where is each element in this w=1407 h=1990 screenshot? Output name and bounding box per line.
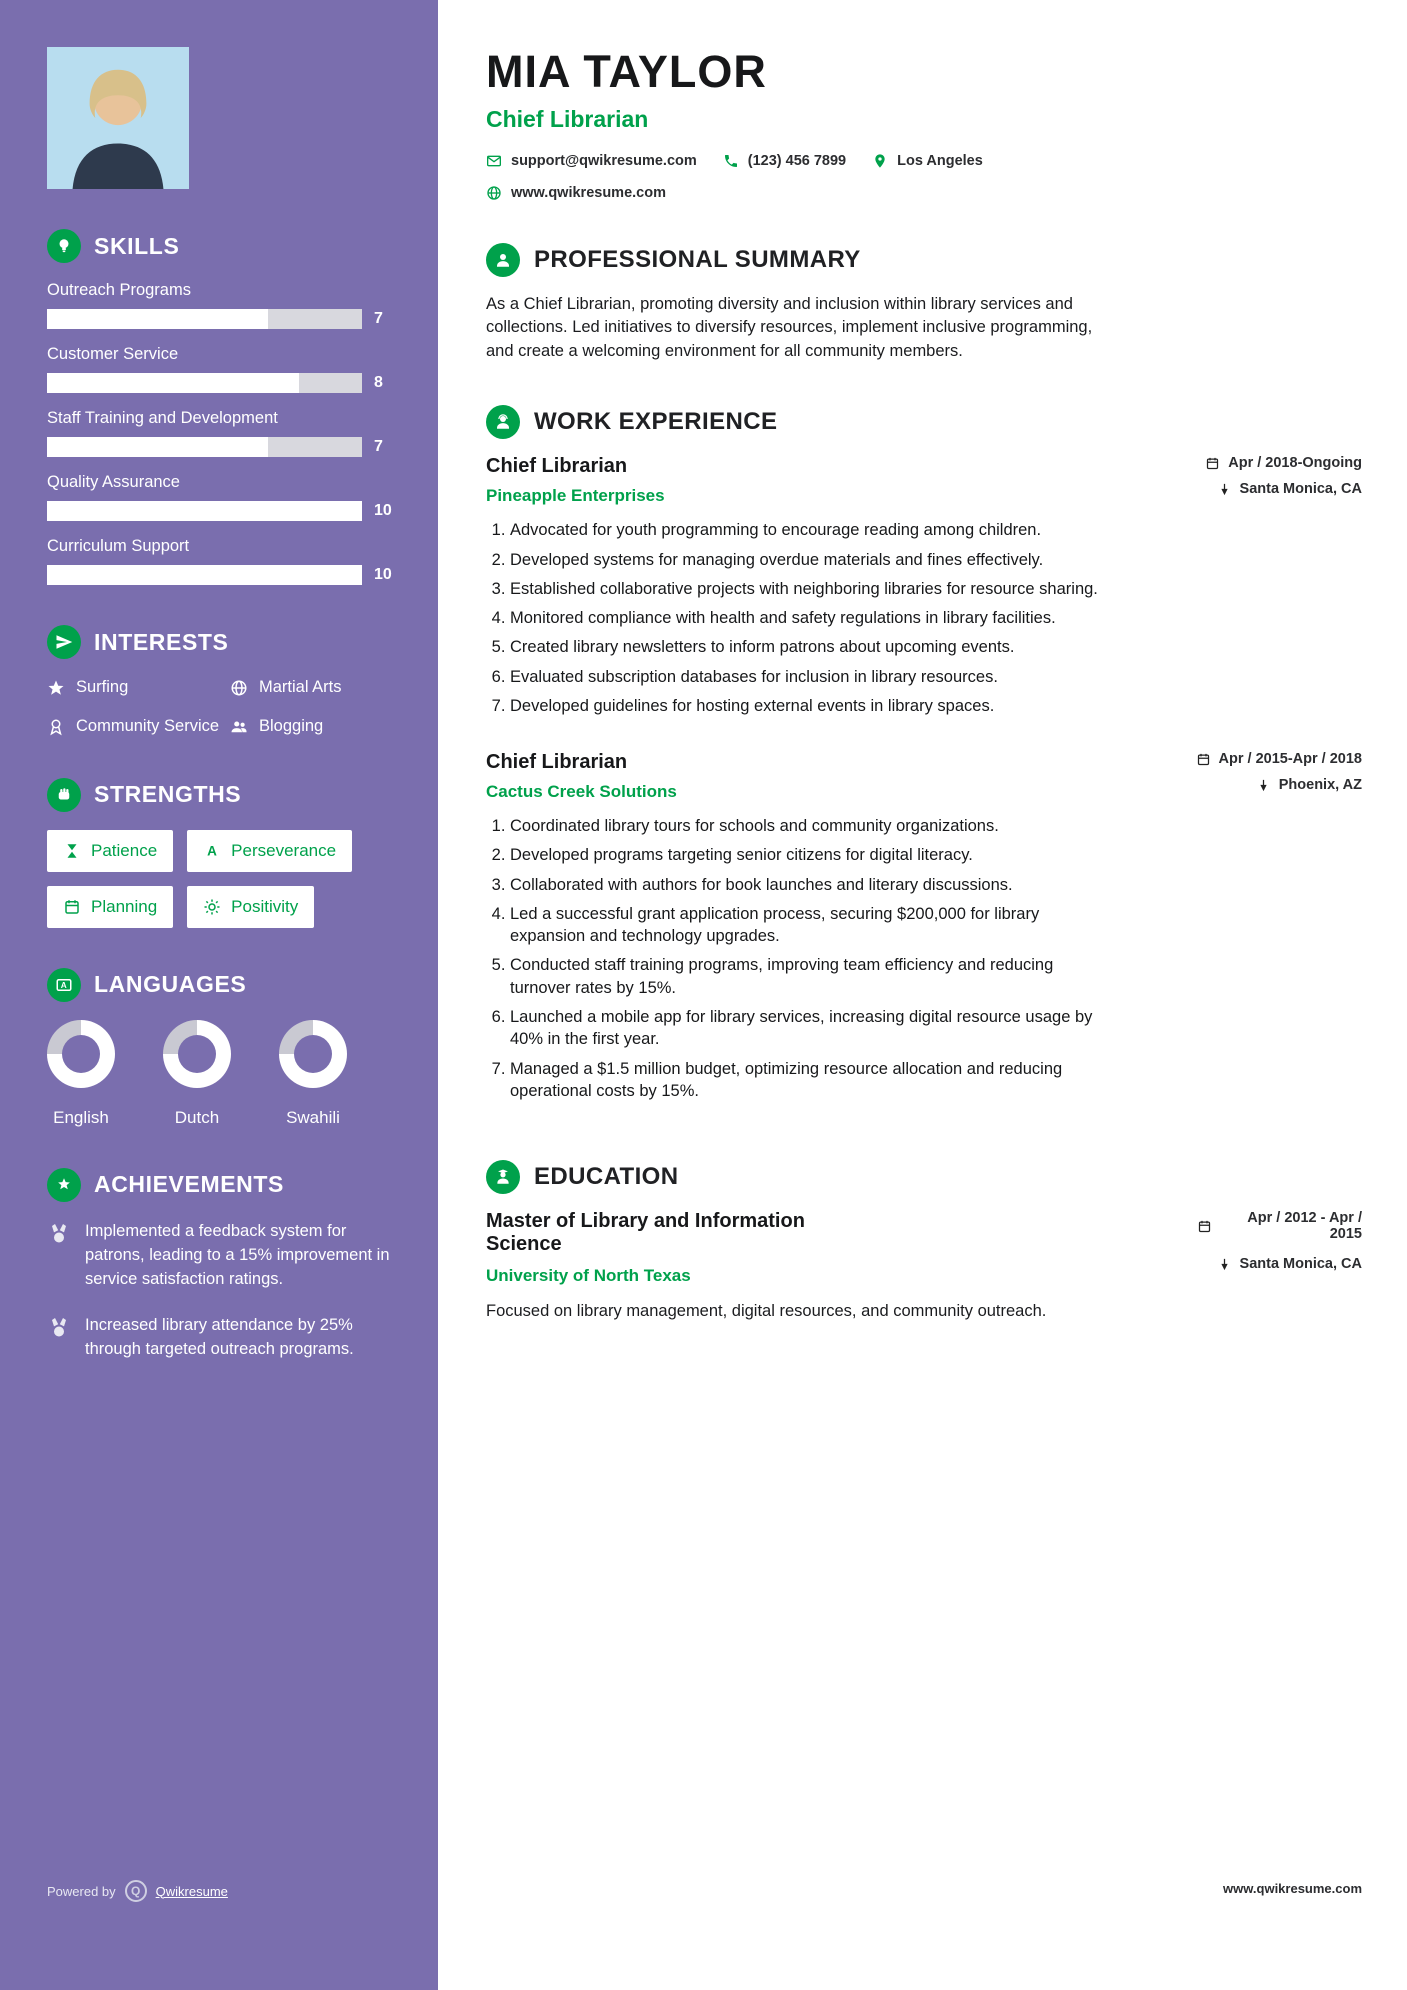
skill-bar (47, 309, 362, 329)
calendar-icon (1196, 752, 1211, 767)
medal-icon (47, 1222, 71, 1246)
language-label: English (53, 1107, 109, 1127)
location-contact (872, 153, 983, 169)
globe-icon (230, 679, 248, 697)
job-company: Cactus Creek Solutions (486, 782, 677, 802)
skill-item (47, 409, 406, 457)
job-entry (486, 455, 1362, 717)
job-bullet: 5. Conducted staff training programs, improving team efficiency and reducing turnover rates by 15%. (510, 954, 1106, 999)
interest-item (230, 677, 406, 698)
skill-item (47, 281, 406, 329)
map-pin-icon (1217, 1257, 1232, 1272)
fist-icon (47, 778, 81, 812)
qwikresume-brand-link[interactable]: Qwikresume (155, 1883, 228, 1899)
job-role: Chief Librarian (486, 455, 628, 478)
strength-item (47, 830, 173, 872)
language-label: Dutch (174, 1107, 220, 1127)
education-location-text: Santa Monica, CA (1239, 1256, 1362, 1273)
languages-heading (47, 968, 406, 1002)
skill-value: 10 (374, 566, 392, 583)
strength-label: Patience (91, 840, 158, 860)
website-row (486, 185, 1362, 201)
skills-title: SKILLS (94, 232, 180, 259)
map-pin-icon (1217, 482, 1232, 497)
svg-text:A: A (60, 980, 68, 990)
language-item (163, 1020, 231, 1128)
globe-icon (486, 185, 502, 201)
achievement-text: Increased library attendance by 25% through targeted outreach programs. (85, 1315, 354, 1358)
summary-text: As a Chief Librarian, promoting diversity and inclusion within library services and collections. Led initiatives to diversify resources, implement inclusive programming, and create a welcoming environment for all community members. (486, 295, 1093, 360)
job-bullets (486, 815, 1106, 1102)
interest-label: Community Service (76, 717, 220, 736)
job-bullet: 2. Developed programs targeting senior citizens for digital literacy. (510, 844, 1106, 866)
job-bullet: 6. Launched a mobile app for library services, increasing digital resource usage by 40% in the first year. (510, 1006, 1106, 1051)
job-dates-text: Apr / 2018-Ongoing (1228, 455, 1362, 472)
email-icon (486, 153, 502, 169)
skill-item (47, 345, 406, 393)
job-location (1205, 481, 1362, 497)
strengths-heading (47, 778, 406, 812)
interest-item (230, 716, 406, 737)
avatar (47, 47, 189, 189)
contact-row (486, 153, 1362, 169)
skill-bar (47, 565, 362, 585)
website-text: www.qwikresume.com (511, 185, 666, 201)
powered-by-label: Powered by (47, 1883, 116, 1899)
skill-value: 8 (374, 374, 383, 391)
translate-icon (47, 968, 81, 1002)
calendar-icon (1197, 1219, 1212, 1234)
interest-item (47, 677, 222, 698)
job-dates (1205, 455, 1362, 471)
strength-item (47, 886, 173, 928)
interest-item (47, 716, 222, 737)
job-company: Pineapple Enterprises (486, 486, 665, 506)
job-bullet: 7. Developed guidelines for hosting external events in library spaces. (510, 695, 1106, 717)
job-bullet: 4. Monitored compliance with health and safety regulations in library facilities. (510, 607, 1106, 629)
footer-website[interactable]: www.qwikresume.com (1223, 1881, 1362, 1896)
education-school: University of North Texas (486, 1266, 691, 1286)
skill-label: Quality Assurance (47, 473, 180, 491)
experience-heading (486, 405, 1362, 439)
headset-person-icon (486, 405, 520, 439)
skill-item (47, 537, 406, 585)
job-bullet: 5. Created library newsletters to inform patrons about upcoming events. (510, 636, 1106, 658)
location-pin-icon (872, 153, 888, 169)
job-location (1196, 777, 1362, 793)
skill-bar (47, 373, 362, 393)
skill-bar (47, 501, 362, 521)
lightbulb-icon (47, 229, 81, 263)
interest-label: Surfing (76, 678, 129, 696)
star-icon (47, 679, 65, 697)
email-contact[interactable] (486, 153, 697, 169)
education-note: Focused on library management, digital resources, and community outreach. (486, 1302, 1047, 1321)
education-degree: Master of Library and Information Science (486, 1210, 805, 1256)
skill-value: 10 (374, 502, 392, 519)
email-text: support@qwikresume.com (511, 153, 697, 169)
job-role: Chief Librarian (486, 751, 628, 774)
interests-title: INTERESTS (94, 628, 229, 655)
interests-heading (47, 625, 406, 659)
job-location-text: Santa Monica, CA (1239, 481, 1362, 498)
phone-text: (123) 456 7899 (747, 153, 847, 169)
skill-label: Staff Training and Development (47, 409, 278, 427)
paper-plane-icon (47, 625, 81, 659)
language-donut (47, 1020, 115, 1088)
job-bullet: 7. Managed a $1.5 million budget, optimizing resource allocation and reducing operational costs by 15%. (510, 1058, 1106, 1103)
sidebar (0, 0, 438, 1990)
skill-value: 7 (374, 310, 383, 327)
person-name: MIA TAYLOR (486, 46, 767, 97)
skill-value: 7 (374, 438, 383, 455)
graduate-person-icon (486, 1160, 520, 1194)
achievement-item (47, 1220, 406, 1292)
job-location-text: Phoenix, AZ (1278, 777, 1362, 794)
achievement-item (47, 1314, 406, 1362)
language-item (47, 1020, 115, 1128)
achievement-text: Implemented a feedback system for patrons, leading to a 15% improvement in service satisfaction ratings. (85, 1221, 390, 1288)
job-bullet: 2. Developed systems for managing overdue materials and fines effectively. (510, 549, 1106, 571)
achievements-heading (47, 1168, 406, 1202)
main-content (438, 0, 1407, 1990)
education-title: EDUCATION (534, 1163, 679, 1191)
job-bullet: 1. Advocated for youth programming to encourage reading among children. (510, 519, 1106, 541)
qwikresume-logo-icon: Q (125, 1880, 147, 1902)
strength-item (187, 886, 314, 928)
letter-a-icon (203, 842, 221, 860)
skills-heading (47, 229, 406, 263)
job-entry (486, 751, 1362, 1102)
job-dates-text: Apr / 2015-Apr / 2018 (1218, 751, 1362, 768)
skill-label: Curriculum Support (47, 537, 190, 555)
summary-heading (486, 243, 1362, 277)
language-donut (279, 1020, 347, 1088)
job-dates (1196, 751, 1362, 767)
skill-item (47, 473, 406, 521)
people-icon (230, 718, 248, 736)
job-bullet: 6. Evaluated subscription databases for inclusion in library resources. (510, 666, 1106, 688)
location-text: Los Angeles (897, 153, 983, 169)
person-photo-silhouette (47, 47, 189, 189)
job-bullet: 4. Led a successful grant application process, securing $200,000 for library expansion and technology upgrades. (510, 903, 1106, 948)
language-item (279, 1020, 347, 1128)
sun-icon (203, 898, 221, 916)
phone-contact (723, 153, 846, 169)
strengths-title: STRENGTHS (94, 781, 242, 808)
education-dates-text: Apr / 2012 - Apr / 2015 (1247, 1210, 1362, 1243)
job-bullets (486, 519, 1106, 717)
website-contact[interactable] (486, 185, 666, 201)
star-badge-icon (47, 1168, 81, 1202)
strength-item (187, 830, 352, 872)
education-dates (1197, 1210, 1362, 1242)
sidebar-footer (47, 1880, 228, 1902)
person-job-title: Chief Librarian (486, 106, 649, 132)
job-bullet: 3. Established collaborative projects with neighboring libraries for resource sharing. (510, 578, 1106, 600)
skill-label: Customer Service (47, 345, 179, 363)
map-pin-icon (1256, 778, 1271, 793)
ribbon-icon (47, 718, 65, 736)
calendar-icon (1205, 456, 1220, 471)
languages-title: LANGUAGES (94, 971, 247, 998)
strength-label: Planning (91, 896, 158, 916)
achievements-title: ACHIEVEMENTS (94, 1171, 284, 1198)
language-donut (163, 1020, 231, 1088)
strength-label: Perseverance (231, 840, 337, 860)
skill-label: Outreach Programs (47, 281, 191, 299)
interest-label: Martial Arts (259, 678, 342, 696)
skill-bar (47, 437, 362, 457)
person-icon (486, 243, 520, 277)
translate-glyph (55, 976, 73, 994)
svg-text:A: A (207, 843, 218, 859)
calendar-icon (63, 898, 81, 916)
medal-icon (47, 1316, 71, 1340)
hourglass-icon (63, 842, 81, 860)
experience-title: WORK EXPERIENCE (534, 408, 778, 436)
phone-icon (723, 153, 739, 169)
education-heading (486, 1160, 1362, 1194)
job-bullet: 3. Collaborated with authors for book launches and literary discussions. (510, 874, 1106, 896)
summary-title: PROFESSIONAL SUMMARY (534, 246, 861, 273)
strength-label: Positivity (231, 896, 299, 916)
interest-label: Blogging (259, 717, 324, 736)
job-bullet: 1. Coordinated library tours for schools and community organizations. (510, 815, 1106, 837)
language-label: Swahili (286, 1107, 340, 1127)
education-location (1217, 1256, 1362, 1272)
